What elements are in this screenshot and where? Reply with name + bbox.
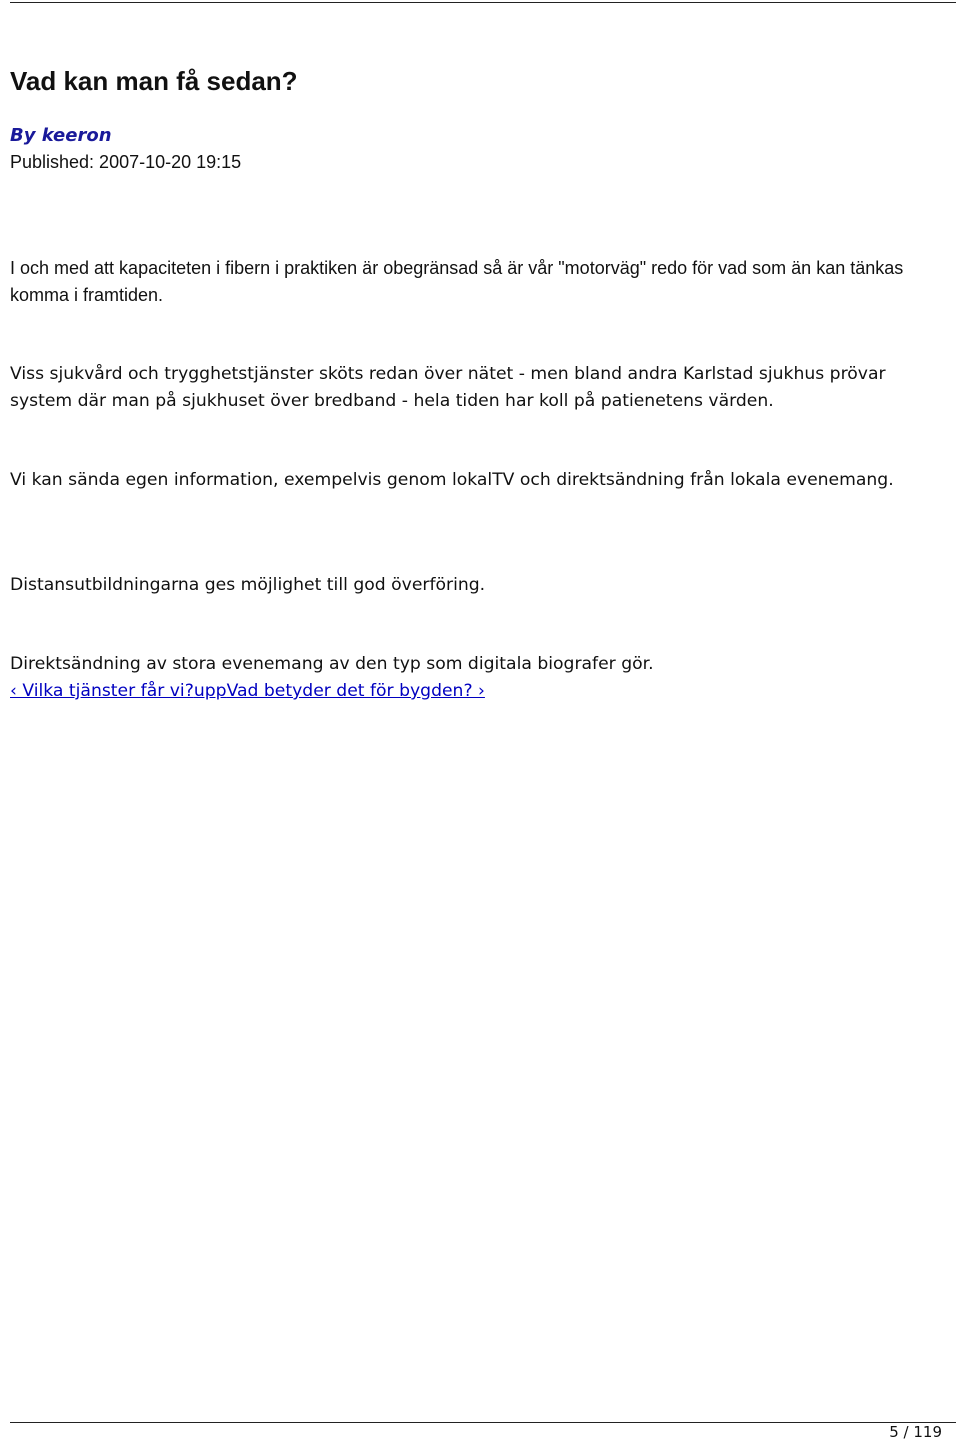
author-byline: By keeron — [10, 125, 112, 146]
article-paragraph: Distansutbildningarna ges möjlighet till god överföring. — [10, 575, 486, 595]
up-link[interactable]: upp — [193, 681, 227, 701]
book-navigation — [10, 678, 485, 705]
header-divider — [10, 2, 956, 3]
footer-divider — [10, 1422, 956, 1423]
published-date: Published: 2007-10-20 19:15 — [10, 152, 242, 172]
next-page-link[interactable]: Vad betyder det för bygden? › — [226, 681, 485, 701]
article-paragraph: Vi kan sända egen information, exempelvis genom lokalTV och direktsändning från lokala evenemang. — [10, 470, 894, 490]
article-paragraph: Direktsändning av stora evenemang av den typ som digitala biografer gör. — [10, 654, 654, 674]
page-number: 5 / 119 — [889, 1423, 942, 1441]
prev-page-link[interactable]: ‹ Vilka tjänster får vi? — [10, 681, 194, 701]
page-title: Vad kan man få sedan? — [10, 66, 298, 96]
article-paragraph: Viss sjukvård och trygghetstjänster sköts redan över nätet - men bland andra Karlstad sjukhus prövar system där man på sjukhuset över bredband - hela tiden har koll på patienetens värden. — [10, 364, 886, 411]
article-paragraph: I och med att kapaciteten i fibern i praktiken är obegränsad så är vår "motorväg" redo för vad som än kan tänkas komma i framtiden. — [10, 258, 904, 305]
